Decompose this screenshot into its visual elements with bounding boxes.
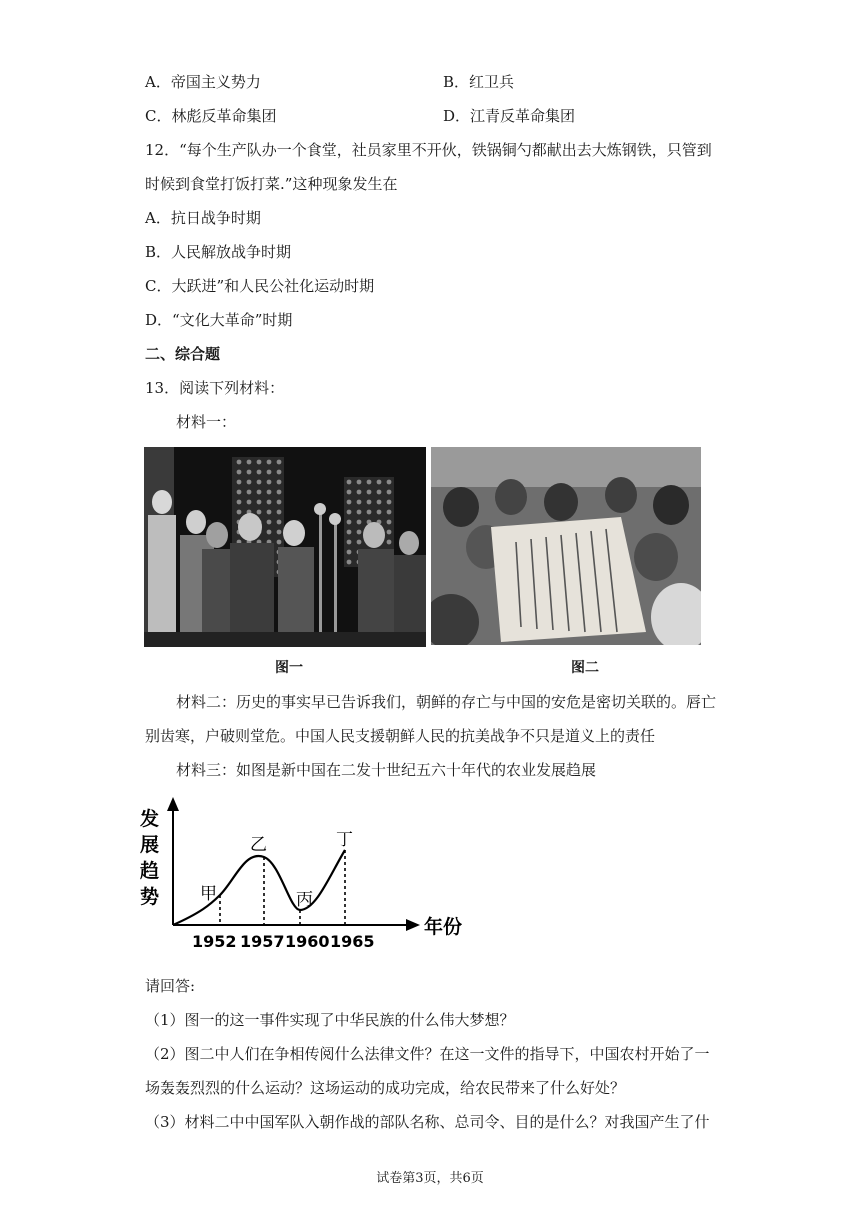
option-q12-d: D．“文化大革命”时期 [145, 311, 293, 329]
trend-curve [173, 850, 345, 925]
ask-prompt: 请回答: [145, 977, 196, 995]
q13-stem: 13．阅读下列材料： [145, 379, 285, 397]
tick-1965: 1965 [330, 932, 375, 951]
ylabel-char-3: 趋 [140, 860, 160, 882]
option-q11-a: A．帝国主义势力 [145, 73, 261, 91]
point-label-ding: 丁 [336, 830, 353, 850]
option-q11-c: C．林彪反革命集团 [145, 107, 277, 125]
ylabel-char-1: 发 [140, 808, 160, 830]
material3-text: 材料三：如图是新中国在二发十世纪五六十年代的农业发展趋展 [176, 761, 597, 779]
point-label-yi: 乙 [250, 835, 267, 855]
option-q11-d: D．江青反革命集团 [443, 107, 576, 125]
tick-1957: 1957 [240, 932, 285, 951]
section-title: 二、综合题 [145, 345, 221, 363]
xlabel: 年份 [424, 916, 463, 938]
option-q12-c: C．大跃进”和人民公社化运动时期 [145, 277, 375, 295]
ylabel-char-2: 展 [140, 834, 160, 856]
page-footer: 试卷第3页，共6页 [376, 1171, 484, 1186]
material2-line1: 材料二：历史的事实早已告诉我们，朝鲜的存亡与中国的安危是密切关联的。唇亡 [176, 693, 717, 711]
ylabel-char-4: 势 [140, 886, 160, 908]
sub-question-2-line1: （2）图二中人们在争相传阅什么法律文件？在这一文件的指导下，中国农村开始了一 [145, 1045, 710, 1063]
sub-question-1: （1）图一的这一事件实现了中华民族的什么伟大梦想？ [145, 1011, 515, 1029]
option-q12-b: B．人民解放战争时期 [145, 243, 292, 261]
q12-stem-line2: 时候到食堂打饭打菜.”这种现象发生在 [145, 175, 398, 193]
caption-figure-1: 图一 [275, 660, 303, 676]
y-axis-arrow [167, 797, 179, 811]
sub-question-2-line2: 场轰轰烈烈的什么运动？这场运动的成功完成，给农民带来了什么好处？ [145, 1079, 626, 1097]
photo-figure-2 [431, 447, 701, 645]
point-label-bing: 丙 [296, 890, 313, 910]
tick-1952: 1952 [192, 932, 237, 951]
option-q11-b: B．红卫兵 [443, 73, 515, 91]
point-label-jia: 甲 [200, 884, 217, 904]
caption-figure-2: 图二 [571, 660, 599, 676]
tick-1960: 1960 [285, 932, 330, 951]
x-axis-arrow [406, 919, 420, 931]
q12-stem-line1: 12．“每个生产队办一个食堂，社员家里不开伙，铁锅铜勺都献出去大炼钢铁，只管到 [145, 141, 712, 159]
agriculture-trend-chart [140, 795, 470, 960]
option-q12-a: A．抗日战争时期 [145, 209, 261, 227]
material2-line2: 别齿寒，户破则堂危。中国人民支援朝鲜人民的抗美战争不只是道义上的责任 [145, 727, 656, 745]
sub-question-3: （3）材料二中中国军队入朝作战的部队名称、总司令、目的是什么？对我国产生了什 [145, 1113, 710, 1131]
material1-label: 材料一： [176, 413, 237, 431]
photo-figure-1 [144, 447, 426, 647]
